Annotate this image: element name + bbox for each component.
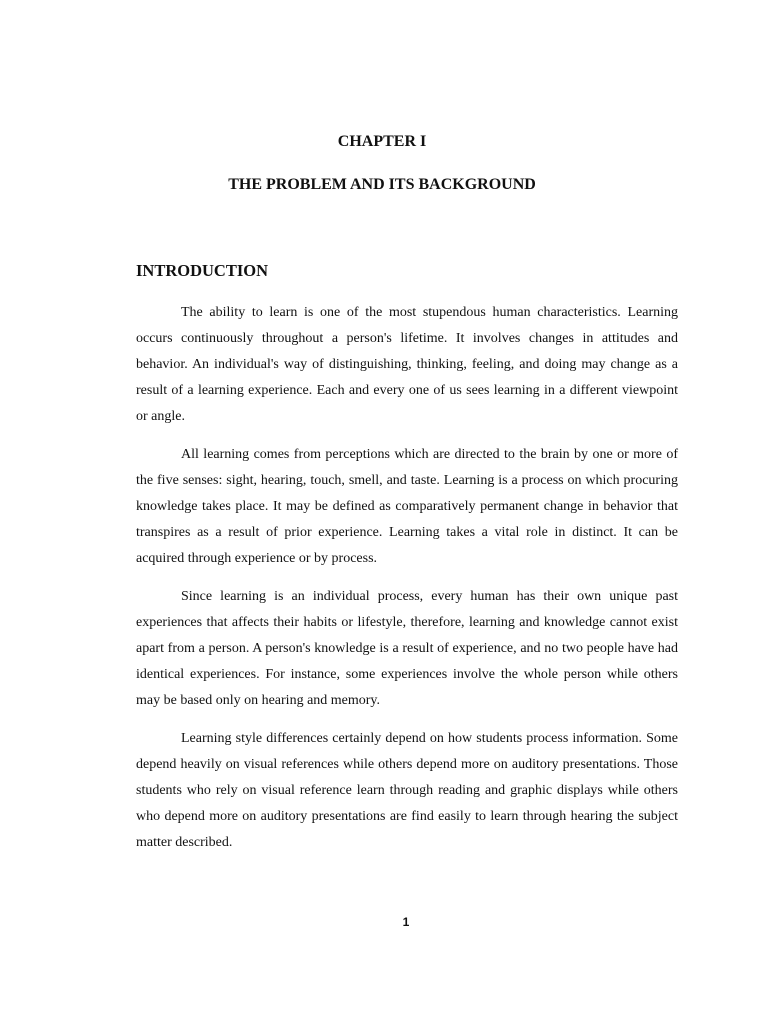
body-text: [136, 300, 678, 868]
section-heading-introduction: INTRODUCTION: [136, 261, 269, 280]
chapter-title: THE PROBLEM AND ITS BACKGROUND: [228, 176, 536, 193]
paragraph: All learning comes from perceptions which are directed to the brain by one or more of the five senses: sight, hearing, touch, smell, and taste. Learning is a process on which procuring knowledge takes place. It may be defined as comparatively permanent change in behavior that transpires as a result of prior experience. Learning takes a vital role in distinct. It can be acquired through experience or by process.: [136, 447, 678, 566]
paragraph: Learning style differences certainly depend on how students process information. Some depend heavily on visual references while others depend more on auditory presentations. Those students who rely on visual reference learn through reading and graphic displays while others who depend more on auditory presentations are find easily to learn through hearing the subject matter described.: [136, 731, 678, 850]
paragraph: Since learning is an individual process, every human has their own unique past experiences that affects their habits or lifestyle, therefore, learning and knowledge cannot exist apart from a person. A person's knowledge is a result of experience, and no two people have had identical experiences. For instance, some experiences involve the whole person while others may be based only on hearing and memory.: [136, 589, 678, 708]
paragraph: The ability to learn is one of the most stupendous human characteristics. Learning occurs continuously throughout a person's lifetime. It involves changes in attitudes and behavior. An individual's way of distinguishing, thinking, feeling, and doing may change as a result of a learning experience. Each and every one of us sees learning in a different viewpoint or angle.: [136, 305, 678, 424]
chapter-number: CHAPTER I: [337, 133, 427, 150]
page-number: 1: [402, 915, 410, 929]
